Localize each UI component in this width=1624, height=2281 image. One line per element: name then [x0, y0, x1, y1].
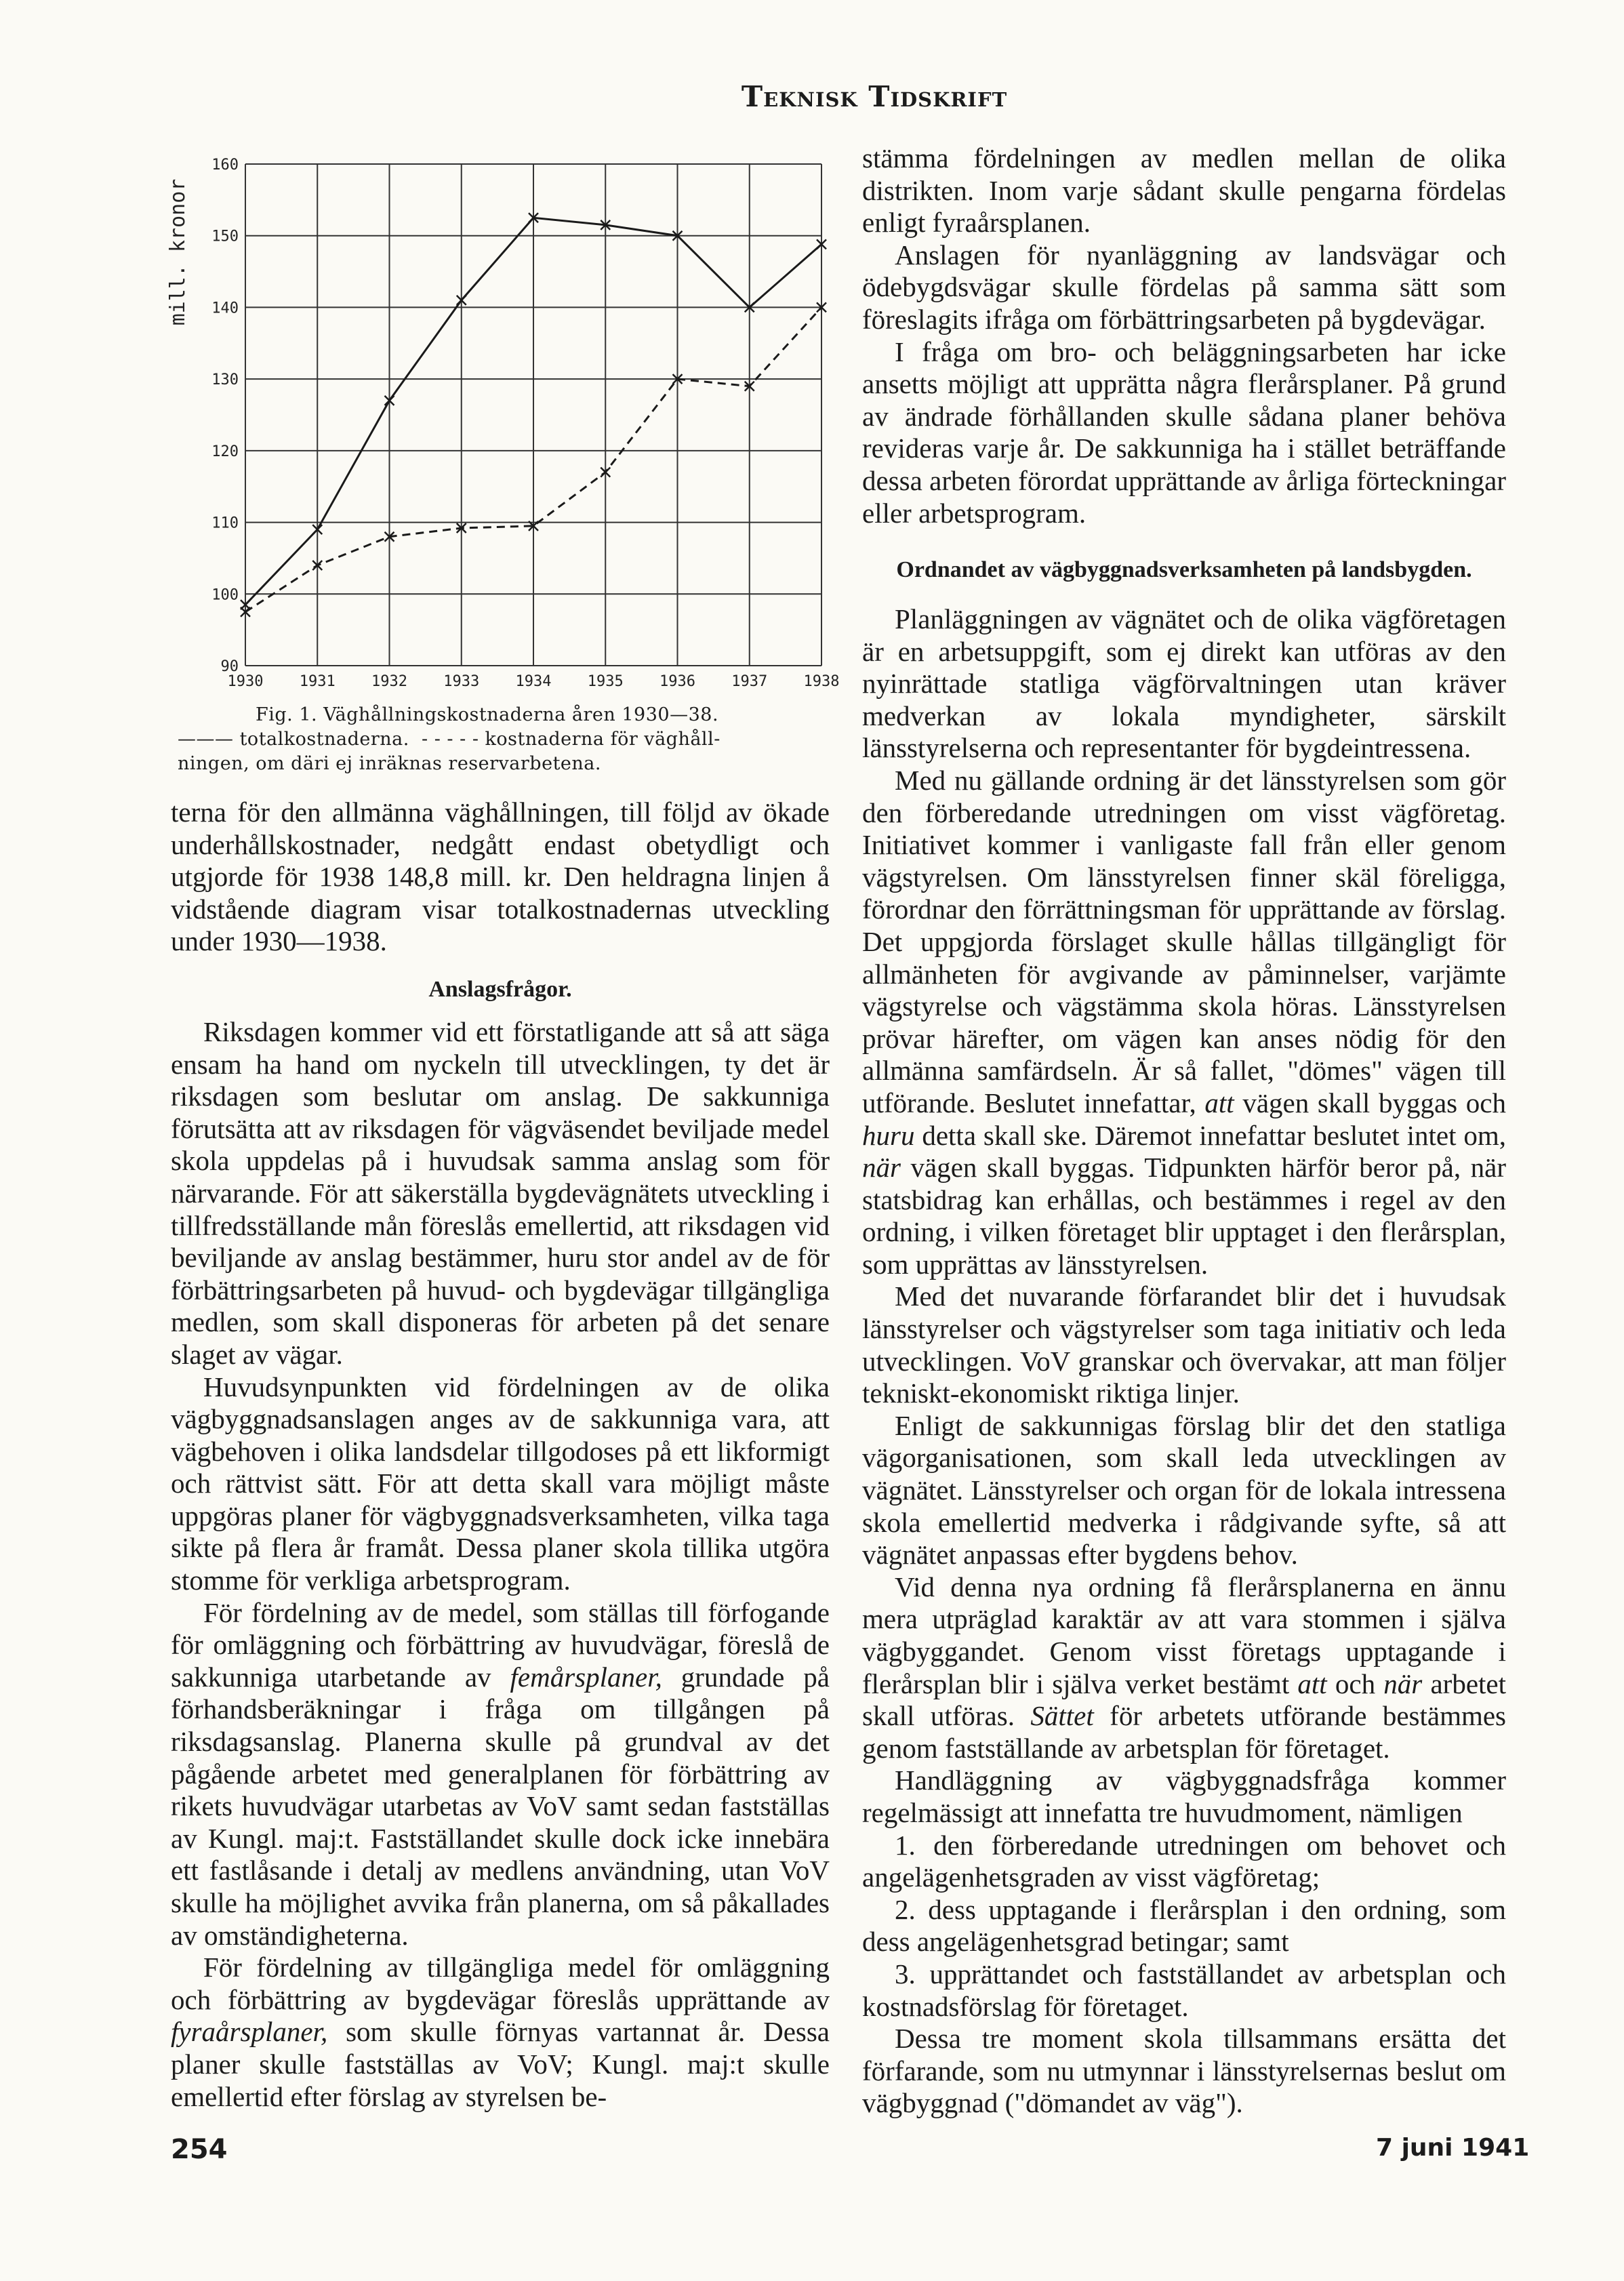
paragraph: I fråga om bro- och beläggningsarbeten har icke ansetts möjligt att upprätta några flerårsplaner. På grund av ändrade förhållanden skulle sådana planer behöva revideras varje år. De sakkunniga ha i stället beträffande dessa arbeten förordat upprättande av årliga förteckningar eller arbetsprogram. — [862, 336, 1506, 529]
y-tick-label: 160 — [211, 157, 239, 174]
list-item: 2. dess upptagande i flerårsplan i den ordning, som dess angelägenhetsgrad betingar; samt — [862, 1893, 1506, 1958]
x-tick-label: 1937 — [731, 673, 768, 690]
page-number: 254 — [171, 2134, 228, 2165]
right-column-top — [862, 142, 1506, 529]
y-axis-label: mill. kronor — [166, 178, 190, 326]
paragraph: Med nu gällande ordning är det länsstyrelsen som gör den förberedande utredningen om visst vägföretag. Initiativet kommer i vanligaste fall från eller genom vägstyrelsen. Om länsstyrelsen finner skäl föreligga, förordnar den förrättningsman för upprättande av förslag. Det uppgjorda förslaget skulle hållas tillgängligt för allmänheten för avgivande av påminnelser, varjämte vägstyrelse och vägstämma skola höras. Länsstyrelsen prövar härefter, om vägen kan anses nödig för den allmänna samfärdseln. Är så fallet, "dömes" vägen till utförande. Beslutet innefattar, att vägen skall byggas och huru detta skall ske. Däremot innefattar beslutet intet om, när vägen skall byggas. Tidpunkten härför beror på, när statsbidrag kan erhållas, och bestämmes i regel av den ordning, i vilken företaget blir upptaget i den flerårsplan, som upprättas av länsstyrelsen. — [862, 764, 1506, 1280]
y-tick-label: 90 — [220, 658, 239, 675]
cost-chart — [102, 150, 840, 774]
issue-date: 7 juni 1941 — [1376, 2134, 1530, 2162]
caption-dashed-legend: - - - - - kostnaderna för väghåll- — [422, 729, 720, 750]
paragraph: För fördelning av tillgängliga medel för omläggning och förbättring av bygdevägar föreslås upprättande av fyraårsplaner, som skulle förnyas vartannat år. Dessa planer skulle fastställas av VoV; Kungl. maj:t skulle emellertid efter förslag av styrelsen be- — [171, 1952, 830, 2112]
right-column — [862, 556, 1506, 2120]
y-tick-label: 150 — [211, 228, 239, 245]
paragraph: För fördelning av de medel, som ställas till förfogande för omläggning och förbättring av huvudvägar, föreslå de sakkunniga utarbetande av femårsplaner, grundade på förhandsberäkningar i fråga om tillgången på riksdagsanslag. Planerna skulle på grundval av det pågående arbetet med generalplanen för förbättring av rikets huvudvägar utarbetas av VoV samt sedan fastställas av Kungl. maj:t. Fastställandet skulle dock icke innebära ett fastlåsande i detalj av medlens användning, utan VoV skulle ha möjlighet avvika från planerna, om så påkallades av omständigheterna. — [171, 1596, 830, 1951]
x-tick-label: 1932 — [371, 673, 407, 690]
y-tick-label: 140 — [211, 300, 239, 317]
caption-line-1: Fig. 1. Väghållningskostnaderna åren 1930—38. — [256, 704, 719, 725]
x-tick-label: 1938 — [803, 673, 840, 690]
y-tick-label: 120 — [211, 443, 239, 460]
paragraph: Dessa tre moment skola tillsammans ersätta det förfarande, som nu utmynnar i länsstyrelsernas beslut om vägbyggnad ("dömandet av väg"). — [862, 2023, 1506, 2119]
paragraph: Vid denna nya ordning få flerårsplanerna en ännu mera utpräglad karaktär av att vara stommen i själva vägbyggandet. Genom visst företags upptagande i flerårsplan blir i själva verket bestämt att och när arbetet skall utföras. Sättet för arbetets utförande bestämmes genom fastställande av arbetsplan för företaget. — [862, 1571, 1507, 1764]
paragraph: Anslagen för nyanläggning av landsvägar och ödebygdsvägar skulle fördelas på samma sätt som föreslagits ifråga om förbättringsarbeten på bygdevägar. — [862, 239, 1506, 335]
x-tick-label: 1934 — [515, 673, 552, 690]
paragraph: Huvudsynpunkten vid fördelningen av de olika vägbyggnadsanslagen anges av de sakkunniga vara, att vägbehoven i olika landsdelar tillgodoses på ett likformigt och rättvist sätt. För att detta skall vara möjligt måste uppgöras planer för vägbyggnadsverksamheten, vilka taga sikte på flera år framåt. Dessa planer skola tillika utgöra stomme för verkliga arbetsprogram. — [171, 1371, 830, 1596]
paragraph: Enligt de sakkunnigas förslag blir det den statliga vägorganisationen, som skall leda utvecklingen av vägnätet. Länsstyrelser och organ för de lokala intressena skola emellertid medverka i rådgivande syfte, så att vägnätet anpassas efter bygdens behov. — [862, 1409, 1506, 1571]
emphasis: femårsplaner, — [510, 1661, 662, 1693]
journal-title: Teknisk Tidskrift — [741, 80, 1008, 113]
x-tick-label: 1935 — [587, 673, 624, 690]
paragraph: Handläggning av vägbyggnadsfråga kommer regelmässigt att innefatta tre huvudmoment, nämligen — [862, 1764, 1506, 1828]
x-tick-label: 1930 — [227, 673, 264, 690]
y-tick-label: 110 — [211, 514, 239, 532]
y-tick-label: 100 — [211, 586, 239, 604]
section-heading-anslagsfragor: Anslagsfrågor. — [428, 976, 572, 1002]
section-heading-ordnandet: Ordnandet av vägbyggnadsverksamheten på landsbygden. — [896, 557, 1472, 582]
caption-line-3: ningen, om däri ej inräknas reservarbetena. — [178, 753, 601, 774]
paragraph: Riksdagen kommer vid ett förstatligande att så att säga ensam ha hand om nyckeln till utvecklingen, ty det är riksdagen som beslutar om anslag. De sakkunniga förutsätta att av riksdagen för vägväsendet beviljade medel skola uppdelas på i huvudsak samma anslag som för närvarande. För att säkerställa bygdevägnätets utveckling i tillfredsställande mån föreslås emellertid, att riksdagen vid beviljande av anslag bestämmer, huru stor andel av de för förbättringsarbeten på huvud- och bygdevägar tillgängliga medlen, som skall disponeras för arbeten på det senare slaget av vägar. — [171, 1015, 830, 1370]
y-tick-label: 130 — [211, 371, 239, 389]
paragraph: stämma fördelningen av medlen mellan de olika distrikten. Inom varje sådant skulle pengarna fördelas enligt fyraårsplanen. — [862, 142, 1506, 239]
paragraph: terna för den allmänna väghållningen, till följd av ökade underhållskostnader, nedgått endast obetydligt och utgjorde för 1938 148,8 mill. kr. Den heldragna linjen å vidstående diagram visar totalkostnadernas utveckling under 1930—1938. — [171, 796, 830, 957]
x-tick-label: 1933 — [443, 673, 480, 690]
list-item: 1. den förberedande utredningen om behovet och angelägenhetsgraden av visst vägföretag; — [862, 1829, 1506, 1893]
figure-caption — [178, 703, 828, 776]
x-tick-label: 1936 — [659, 673, 695, 690]
left-column — [171, 796, 830, 2113]
caption-line-2 — [178, 727, 828, 752]
paragraph: Med det nuvarande förfarandet blir det i huvudsak länsstyrelser och vägstyrelser som taga initiativ och leda utvecklingen. VoV granskar och övervakar, att man följer tekniskt-ekonomiskt riktiga linjer. — [862, 1280, 1506, 1409]
emphasis: fyraårsplaner, — [171, 2016, 328, 2048]
cost-line-chart — [102, 150, 840, 706]
paragraph: Planläggningen av vägnätet och de olika vägföretagen är en arbetsuppgift, som ej direkt kan utföras av den nyinrättade statliga vägförvaltningen utan kräver medverkan av lokala myndigheter, särskilt länsstyrelserna och representanter för bygdeintressena. — [862, 603, 1506, 764]
x-tick-label: 1931 — [299, 673, 336, 690]
caption-solid-legend: ——— totalkostnaderna. — [178, 729, 409, 750]
list-item: 3. upprättandet och fastställandet av arbetsplan och kostnadsförslag för företaget. — [862, 1958, 1506, 2022]
